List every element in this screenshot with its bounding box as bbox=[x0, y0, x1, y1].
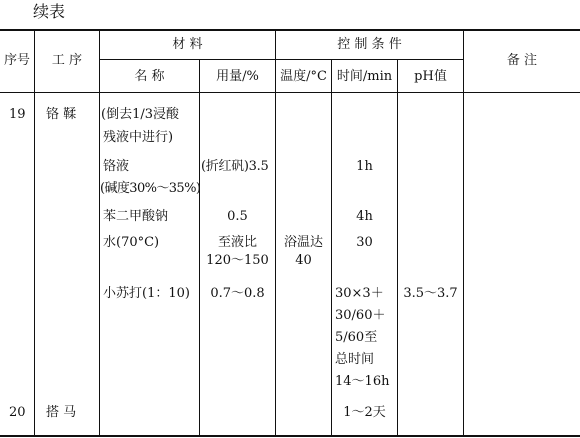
row-20-seq: 20 bbox=[9, 405, 26, 420]
chrome-liquor-amount: (折红矾)3.5 bbox=[201, 159, 269, 174]
header-amount: 用量/% bbox=[216, 69, 259, 84]
header-bottom-rule bbox=[0, 92, 580, 93]
chrome-liquor-name: 铬液 bbox=[103, 159, 130, 174]
header-mid-rule bbox=[100, 59, 463, 60]
row-20-process: 搭 马 bbox=[46, 405, 77, 420]
water-temp-2: 40 bbox=[295, 253, 312, 268]
header-seq: 序号 bbox=[3, 53, 30, 68]
soda-amount: 0.7～0.8 bbox=[210, 286, 265, 301]
header-control: 控 制 条 件 bbox=[337, 37, 402, 52]
sodium-time: 4h bbox=[356, 209, 373, 224]
row-19-process: 铬 鞣 bbox=[46, 107, 77, 122]
water-amount-2: 120～150 bbox=[206, 253, 269, 268]
water-temp-1: 浴温达 bbox=[283, 235, 323, 250]
water-amount-1: 至液比 bbox=[217, 235, 257, 250]
water-time: 30 bbox=[356, 235, 373, 250]
col-line-4 bbox=[275, 30, 276, 436]
header-remark: 备 注 bbox=[506, 53, 538, 68]
row-19-note-2: 残液中进行) bbox=[103, 130, 174, 145]
sodium-name: 苯二甲酸钠 bbox=[103, 209, 169, 224]
col-line-6 bbox=[397, 60, 398, 436]
row-20-time: 1～2天 bbox=[343, 405, 386, 420]
chrome-liquor-basicity: (碱度30%～35%) bbox=[100, 181, 201, 196]
soda-ph: 3.5～3.7 bbox=[403, 286, 458, 301]
header-materials: 材 料 bbox=[172, 37, 203, 52]
bottom-rule bbox=[0, 435, 580, 437]
soda-name: 小苏打(1：10) bbox=[103, 286, 190, 301]
sodium-amount: 0.5 bbox=[227, 209, 248, 224]
header-ph: pH值 bbox=[414, 69, 447, 84]
col-line-1 bbox=[34, 30, 35, 436]
header-temp: 温度/°C bbox=[280, 69, 327, 84]
soda-time-5: 14～16h bbox=[335, 374, 390, 389]
row-19-seq: 19 bbox=[9, 107, 26, 122]
table-caption: 续表 bbox=[33, 2, 66, 21]
soda-time-2: 30/60＋ bbox=[335, 308, 386, 323]
top-rule bbox=[0, 29, 580, 31]
col-line-7 bbox=[463, 30, 464, 436]
header-process: 工 序 bbox=[51, 53, 83, 68]
header-name: 名 称 bbox=[134, 69, 165, 84]
chrome-liquor-time: 1h bbox=[356, 159, 373, 174]
row-19-note-1: (倒去1/3浸酸 bbox=[101, 107, 179, 122]
col-line-2 bbox=[99, 30, 100, 436]
header-time: 时间/min bbox=[336, 69, 393, 84]
soda-time-1: 30×3＋ bbox=[335, 286, 384, 301]
soda-time-3: 5/60至 bbox=[335, 330, 378, 345]
water-name: 水(70°C) bbox=[103, 235, 160, 250]
soda-time-4: 总时间 bbox=[335, 352, 375, 367]
